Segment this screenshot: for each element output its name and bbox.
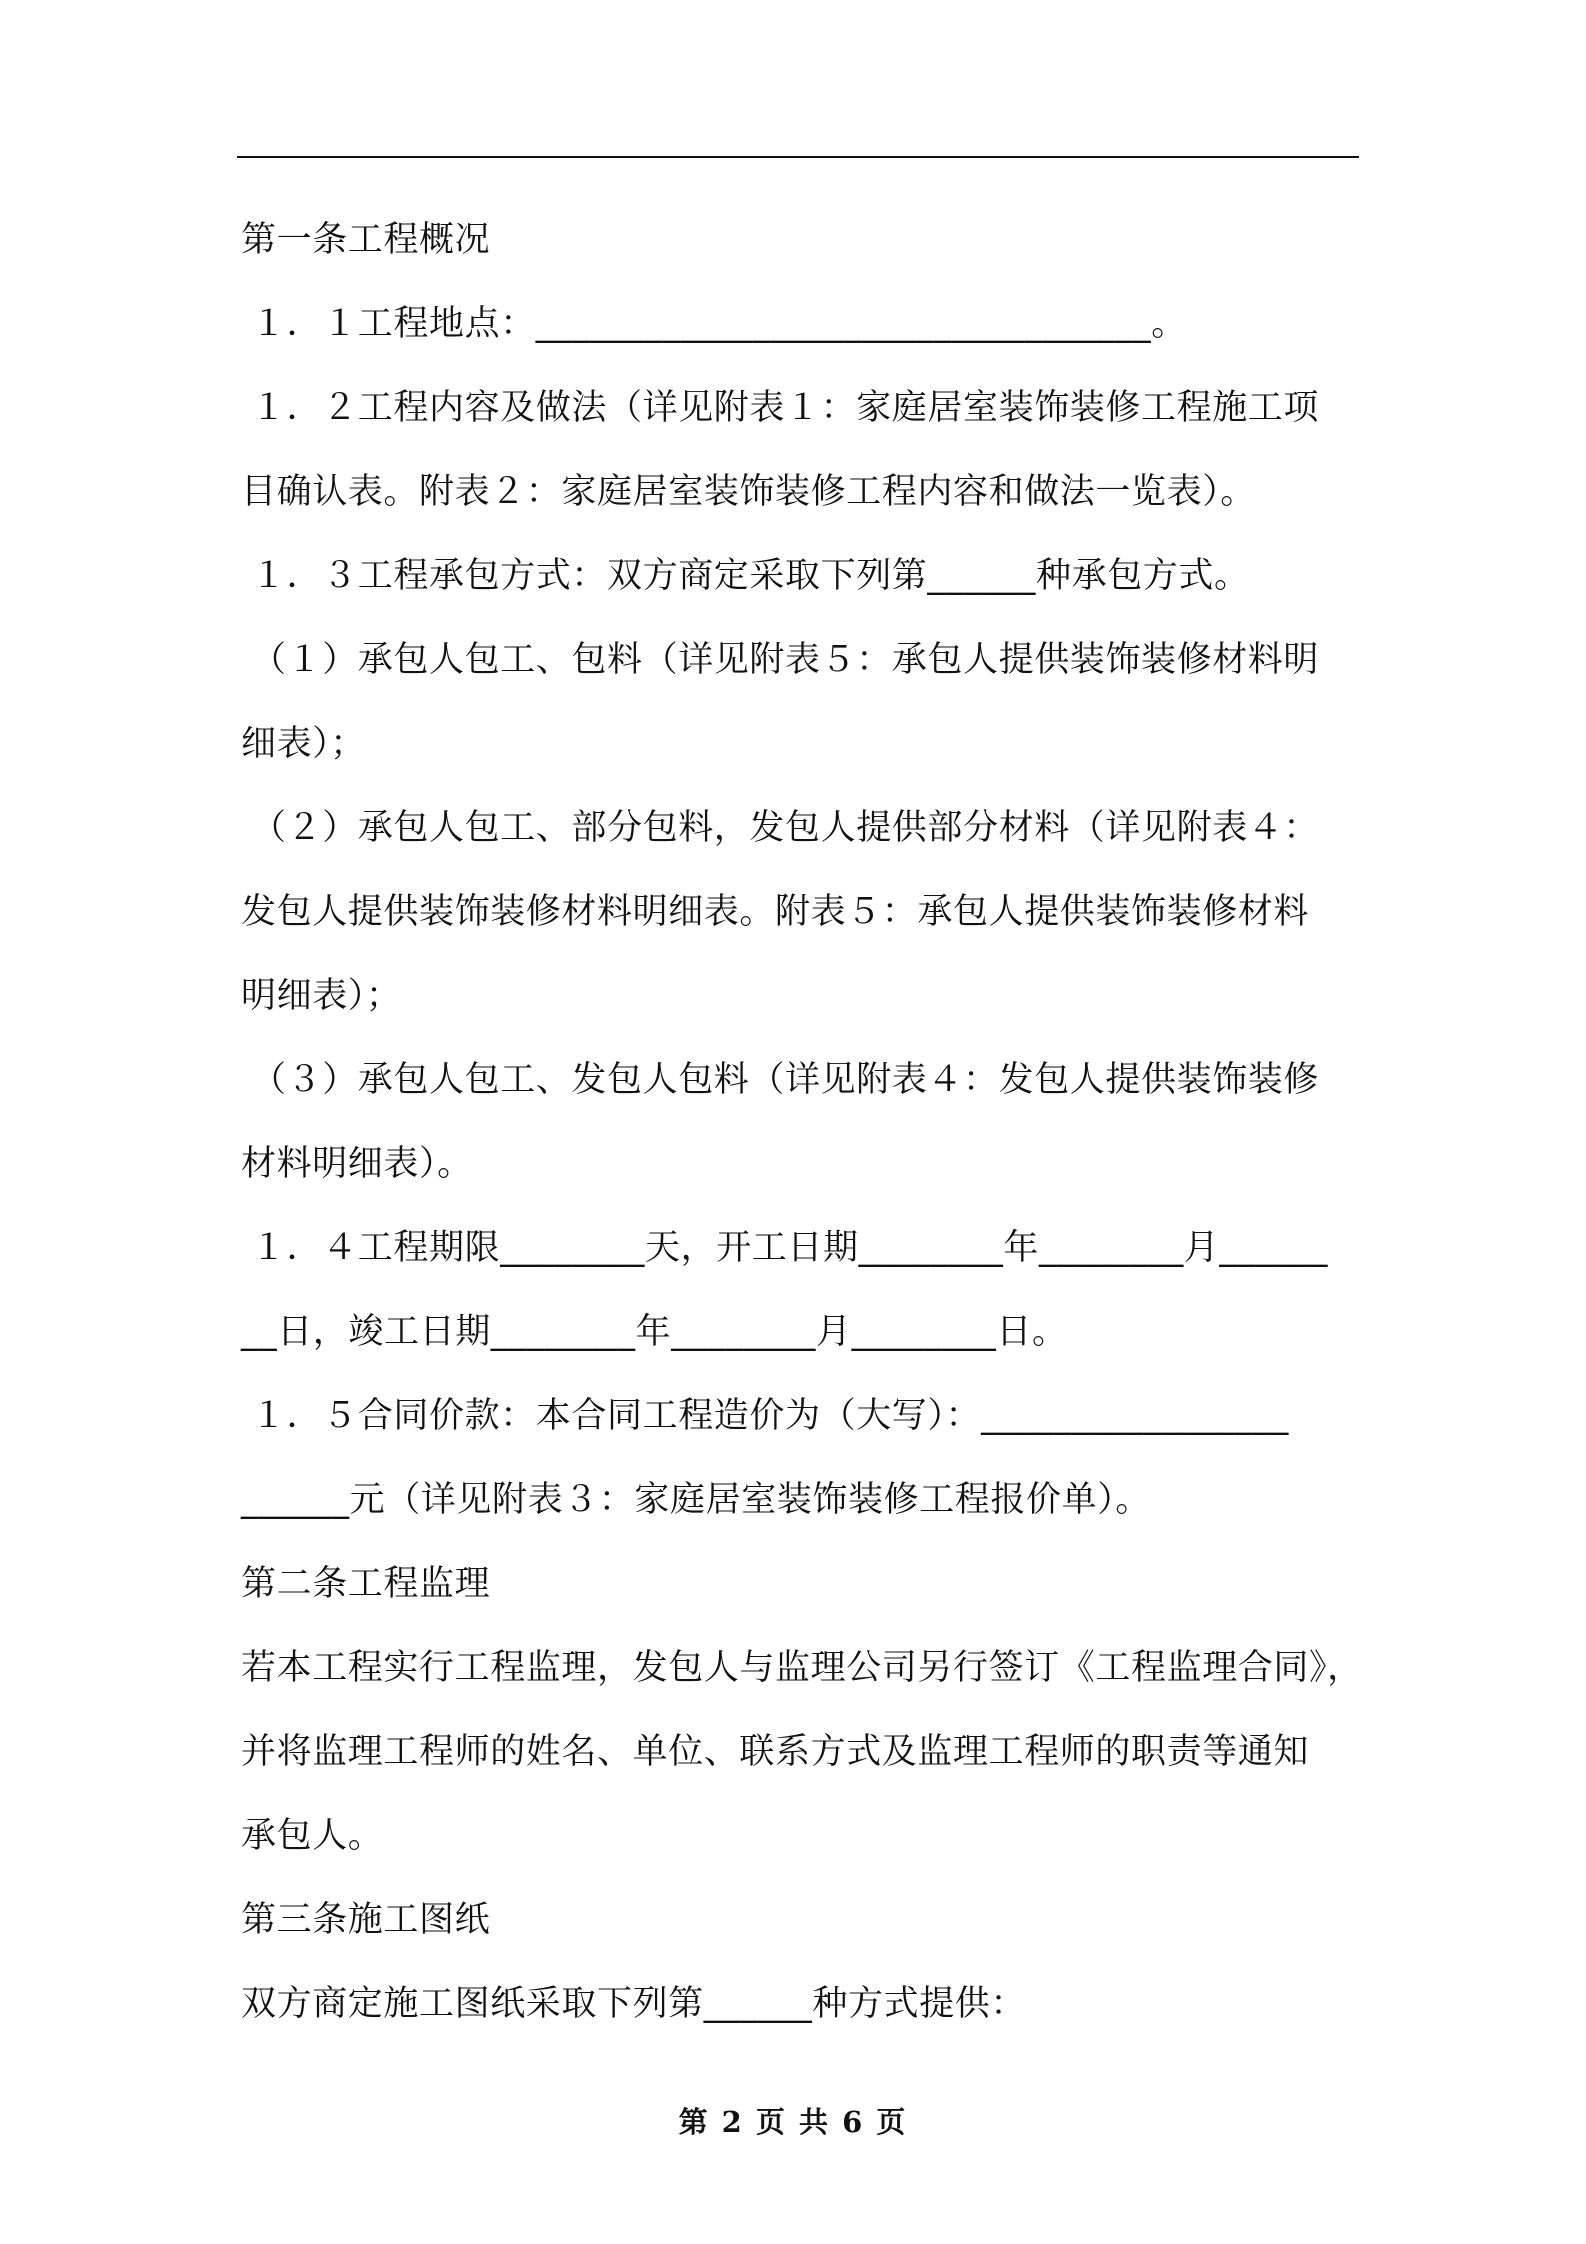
option-1-cont: 细表）； <box>241 724 366 764</box>
option-2: （２）承包人包工、部分包料，发包人提供部分材料（详见附表４： <box>251 808 1320 848</box>
article-2-text: 若本工程实行工程监理，发包人与监理公司另行签订《工程监理合同》， <box>241 1648 1363 1688</box>
header-rule <box>237 156 1359 158</box>
clause-1-5-cont: ______元（详见附表３：家庭居室装饰装修工程报价单）。 <box>241 1480 1151 1520</box>
option-3-cont: 材料明细表）。 <box>241 1144 473 1184</box>
document-body <box>241 198 1361 2046</box>
option-1: （１）承包人包工、包料（详见附表５：承包人提供装饰装修材料明 <box>251 640 1320 680</box>
clause-1-1: １．１工程地点：__________________________________。 <box>251 304 1187 344</box>
clause-1-2: １．２工程内容及做法（详见附表１：家庭居室装饰装修工程施工项 <box>251 388 1320 428</box>
article-3-text: 双方商定施工图纸采取下列第______种方式提供： <box>241 1984 1027 2024</box>
clause-1-4: １．４工程期限________天，开工日期________年________月______ <box>251 1228 1329 1268</box>
clause-1-2-cont: 目确认表。附表２：家庭居室装饰装修工程内容和做法一览表）。 <box>241 472 1256 512</box>
option-2-cont-2: 明细表）； <box>241 976 402 1016</box>
article-2-text-cont-2: 承包人。 <box>241 1816 384 1856</box>
article-3-heading: 第三条施工图纸 <box>241 1900 491 1940</box>
clause-1-4-cont: __日，竣工日期________年________月________日。 <box>241 1312 1068 1352</box>
option-2-cont: 发包人提供装饰装修材料明细表。附表５：承包人提供装饰装修材料 <box>241 892 1310 932</box>
clause-1-5: １．５合同价款：本合同工程造价为（大写）：_________________ <box>251 1396 1289 1436</box>
article-2-heading: 第二条工程监理 <box>241 1564 491 1604</box>
page-footer: 第 2 页 共 6 页 <box>678 2105 908 2139</box>
article-1-heading: 第一条工程概况 <box>241 220 491 260</box>
clause-1-3: １．３工程承包方式：双方商定采取下列第______种承包方式。 <box>251 556 1250 596</box>
option-3: （３）承包人包工、发包人包料（详见附表４：发包人提供装饰装修 <box>251 1060 1320 1100</box>
article-2-text-cont: 并将监理工程师的姓名、单位、联系方式及监理工程师的职责等通知 <box>241 1732 1310 1772</box>
